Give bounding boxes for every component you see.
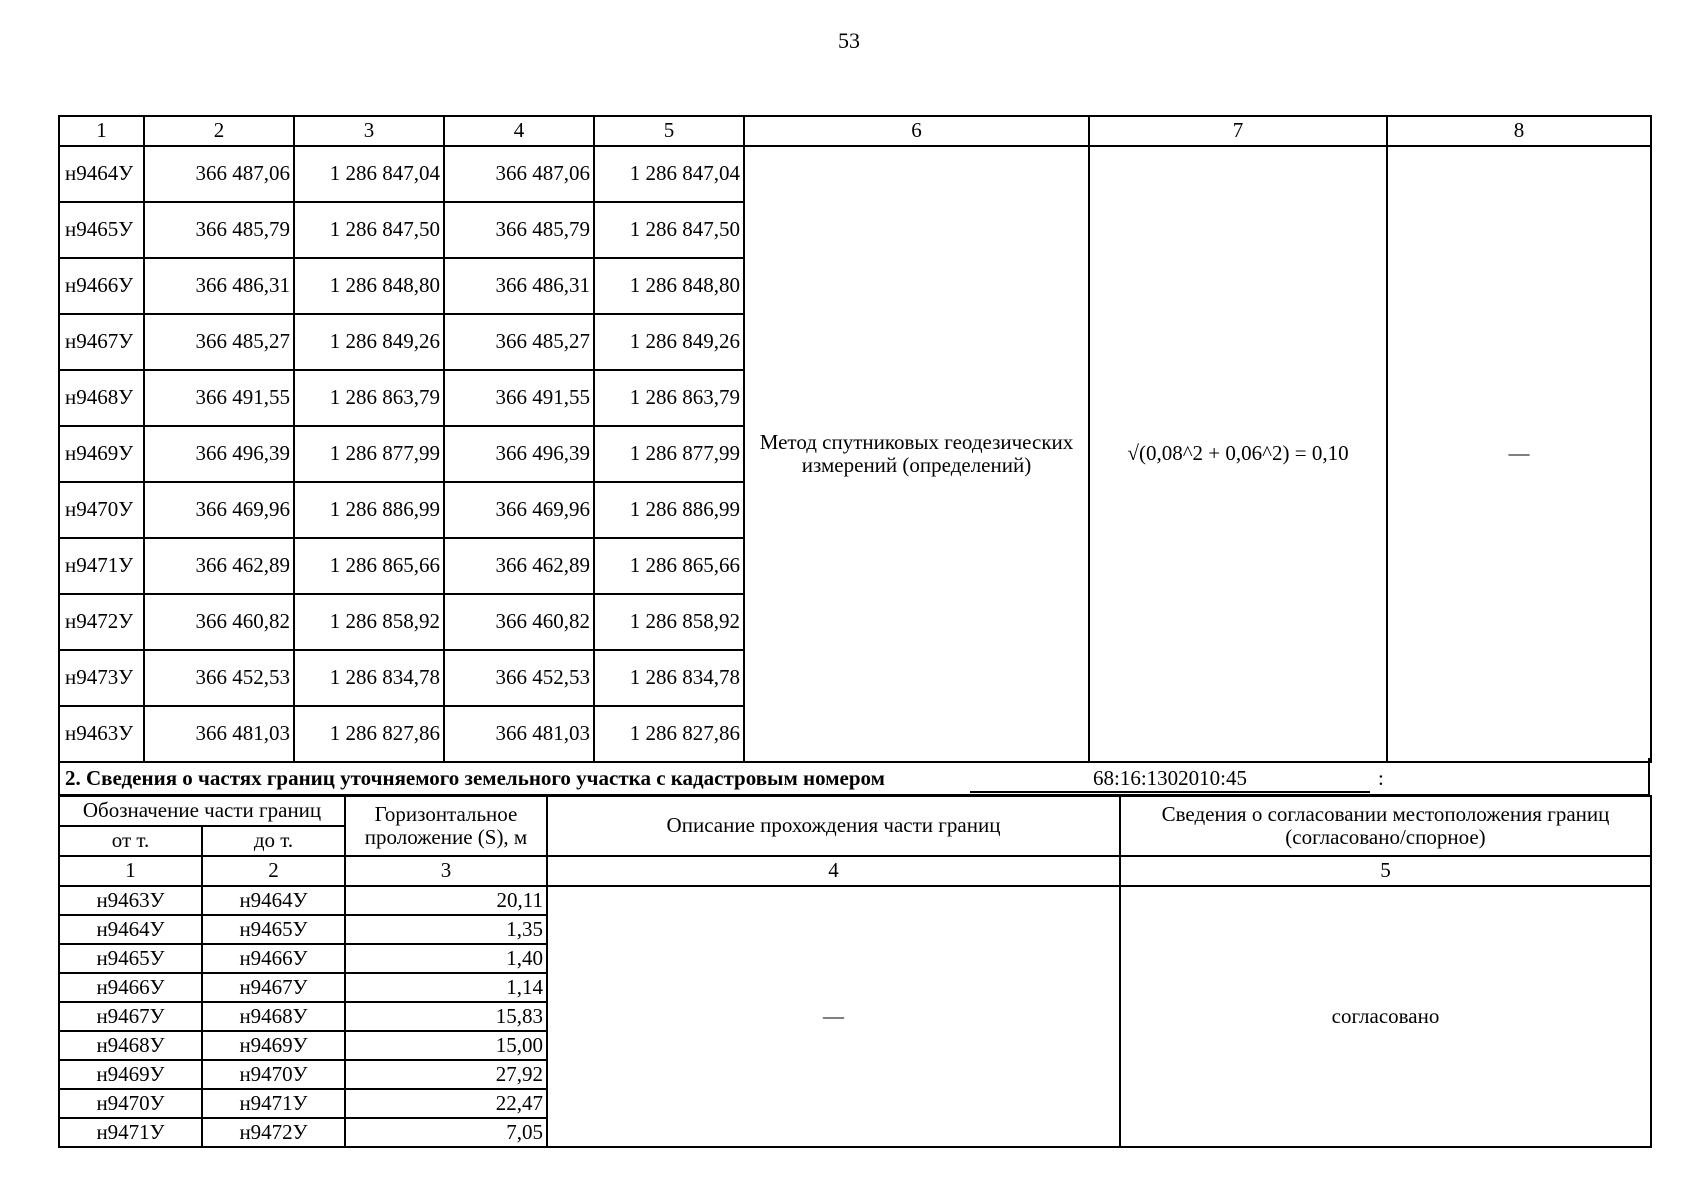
- column-number: 2: [144, 116, 294, 146]
- from-point: н9464У: [59, 915, 202, 944]
- from-point: н9463У: [59, 886, 202, 915]
- header-horizontal-length: Горизонтальное проложение (S), м: [345, 796, 547, 856]
- section-2-title-row: [58, 758, 1650, 796]
- from-point: н9466У: [59, 973, 202, 1002]
- point-id: н9471У: [59, 538, 144, 594]
- y-coordinate-new: 1 286 863,79: [594, 370, 744, 426]
- x-coordinate: 366 460,82: [144, 594, 294, 650]
- x-coordinate-new: 366 460,82: [444, 594, 594, 650]
- x-coordinate-new: 366 452,53: [444, 650, 594, 706]
- to-point: н9465У: [202, 915, 345, 944]
- point-id: н9473У: [59, 650, 144, 706]
- accuracy-cell: √(0,08^2 + 0,06^2) = 0,10: [1089, 146, 1387, 762]
- x-coordinate-new: 366 491,55: [444, 370, 594, 426]
- column-number: 1: [59, 116, 144, 146]
- description-cell: —: [547, 886, 1120, 1147]
- agreement-cell: согласовано: [1120, 886, 1651, 1147]
- y-coordinate: 1 286 834,78: [294, 650, 444, 706]
- to-point: н9471У: [202, 1089, 345, 1118]
- y-coordinate: 1 286 827,86: [294, 706, 444, 762]
- x-coordinate-new: 366 485,27: [444, 314, 594, 370]
- y-coordinate: 1 286 865,66: [294, 538, 444, 594]
- header-agreement: Сведения о согласовании местоположения границ (согласовано/спорное): [1120, 796, 1651, 856]
- y-coordinate: 1 286 863,79: [294, 370, 444, 426]
- y-coordinate: 1 286 847,04: [294, 146, 444, 202]
- x-coordinate-new: 366 469,96: [444, 482, 594, 538]
- point-id: н9467У: [59, 314, 144, 370]
- x-coordinate-new: 366 462,89: [444, 538, 594, 594]
- column-8-cell: —: [1387, 146, 1651, 762]
- y-coordinate-new: 1 286 847,04: [594, 146, 744, 202]
- from-point: н9469У: [59, 1060, 202, 1089]
- coordinates-table: [58, 115, 1652, 763]
- table-row: [59, 886, 1651, 915]
- horizontal-length: 1,40: [345, 944, 547, 973]
- header-part-designation: Обозначение части границ: [59, 796, 345, 826]
- to-point: н9470У: [202, 1060, 345, 1089]
- y-coordinate-new: 1 286 886,99: [594, 482, 744, 538]
- column-number: 4: [547, 856, 1120, 886]
- point-id: н9472У: [59, 594, 144, 650]
- x-coordinate: 366 469,96: [144, 482, 294, 538]
- y-coordinate-new: 1 286 849,26: [594, 314, 744, 370]
- horizontal-length: 15,00: [345, 1031, 547, 1060]
- point-id: н9466У: [59, 258, 144, 314]
- y-coordinate: 1 286 858,92: [294, 594, 444, 650]
- point-id: н9465У: [59, 202, 144, 258]
- header-from-point: от т.: [59, 826, 202, 856]
- column-number: 3: [345, 856, 547, 886]
- column-number: 5: [1120, 856, 1651, 886]
- to-point: н9472У: [202, 1118, 345, 1147]
- x-coordinate-new: 366 485,79: [444, 202, 594, 258]
- header-description: Описание прохождения части границ: [547, 796, 1120, 856]
- from-point: н9471У: [59, 1118, 202, 1147]
- column-number: 4: [444, 116, 594, 146]
- point-id: н9470У: [59, 482, 144, 538]
- to-point: н9468У: [202, 1002, 345, 1031]
- x-coordinate: 366 486,31: [144, 258, 294, 314]
- cadastral-number-line: [970, 766, 1370, 793]
- from-point: н9465У: [59, 944, 202, 973]
- colon: :: [1378, 766, 1384, 790]
- x-coordinate: 366 485,27: [144, 314, 294, 370]
- column-number: 8: [1387, 116, 1651, 146]
- y-coordinate-new: 1 286 834,78: [594, 650, 744, 706]
- to-point: н9467У: [202, 973, 345, 1002]
- column-number: 7: [1089, 116, 1387, 146]
- y-coordinate: 1 286 849,26: [294, 314, 444, 370]
- column-number: 6: [744, 116, 1089, 146]
- from-point: н9467У: [59, 1002, 202, 1031]
- x-coordinate: 366 462,89: [144, 538, 294, 594]
- y-coordinate-new: 1 286 847,50: [594, 202, 744, 258]
- boundary-parts-table: [58, 795, 1652, 1148]
- y-coordinate-new: 1 286 865,66: [594, 538, 744, 594]
- horizontal-length: 7,05: [345, 1118, 547, 1147]
- horizontal-length: 20,11: [345, 886, 547, 915]
- y-coordinate: 1 286 886,99: [294, 482, 444, 538]
- y-coordinate-new: 1 286 858,92: [594, 594, 744, 650]
- horizontal-length: 22,47: [345, 1089, 547, 1118]
- horizontal-length: 15,83: [345, 1002, 547, 1031]
- y-coordinate: 1 286 877,99: [294, 426, 444, 482]
- x-coordinate-new: 366 496,39: [444, 426, 594, 482]
- point-id: н9469У: [59, 426, 144, 482]
- section-title: 2. Сведения о частях границ уточняемого земельного участка с кадастровым номером: [65, 766, 885, 790]
- column-number-row: [59, 856, 1651, 886]
- y-coordinate-new: 1 286 848,80: [594, 258, 744, 314]
- point-id: н9468У: [59, 370, 144, 426]
- method-cell: Метод спутниковых геодезических измерений (определений): [744, 146, 1089, 762]
- x-coordinate: 366 491,55: [144, 370, 294, 426]
- x-coordinate-new: 366 487,06: [444, 146, 594, 202]
- column-number-row: [59, 116, 1651, 146]
- to-point: н9466У: [202, 944, 345, 973]
- header-to-point: до т.: [202, 826, 345, 856]
- x-coordinate-new: 366 486,31: [444, 258, 594, 314]
- column-number: 1: [59, 856, 202, 886]
- from-point: н9468У: [59, 1031, 202, 1060]
- x-coordinate: 366 481,03: [144, 706, 294, 762]
- y-coordinate-new: 1 286 877,99: [594, 426, 744, 482]
- from-point: н9470У: [59, 1089, 202, 1118]
- x-coordinate: 366 487,06: [144, 146, 294, 202]
- horizontal-length: 1,35: [345, 915, 547, 944]
- to-point: н9464У: [202, 886, 345, 915]
- x-coordinate: 366 485,79: [144, 202, 294, 258]
- x-coordinate: 366 496,39: [144, 426, 294, 482]
- horizontal-length: 1,14: [345, 973, 547, 1002]
- x-coordinate-new: 366 481,03: [444, 706, 594, 762]
- point-id: н9464У: [59, 146, 144, 202]
- page-number: 53: [838, 28, 860, 53]
- cadastral-number: 68:16:1302010:45: [1092, 766, 1247, 790]
- column-number: 5: [594, 116, 744, 146]
- point-id: н9463У: [59, 706, 144, 762]
- y-coordinate: 1 286 848,80: [294, 258, 444, 314]
- y-coordinate: 1 286 847,50: [294, 202, 444, 258]
- x-coordinate: 366 452,53: [144, 650, 294, 706]
- column-number: 2: [202, 856, 345, 886]
- to-point: н9469У: [202, 1031, 345, 1060]
- table-row: [59, 146, 1651, 202]
- y-coordinate-new: 1 286 827,86: [594, 706, 744, 762]
- column-number: 3: [294, 116, 444, 146]
- horizontal-length: 27,92: [345, 1060, 547, 1089]
